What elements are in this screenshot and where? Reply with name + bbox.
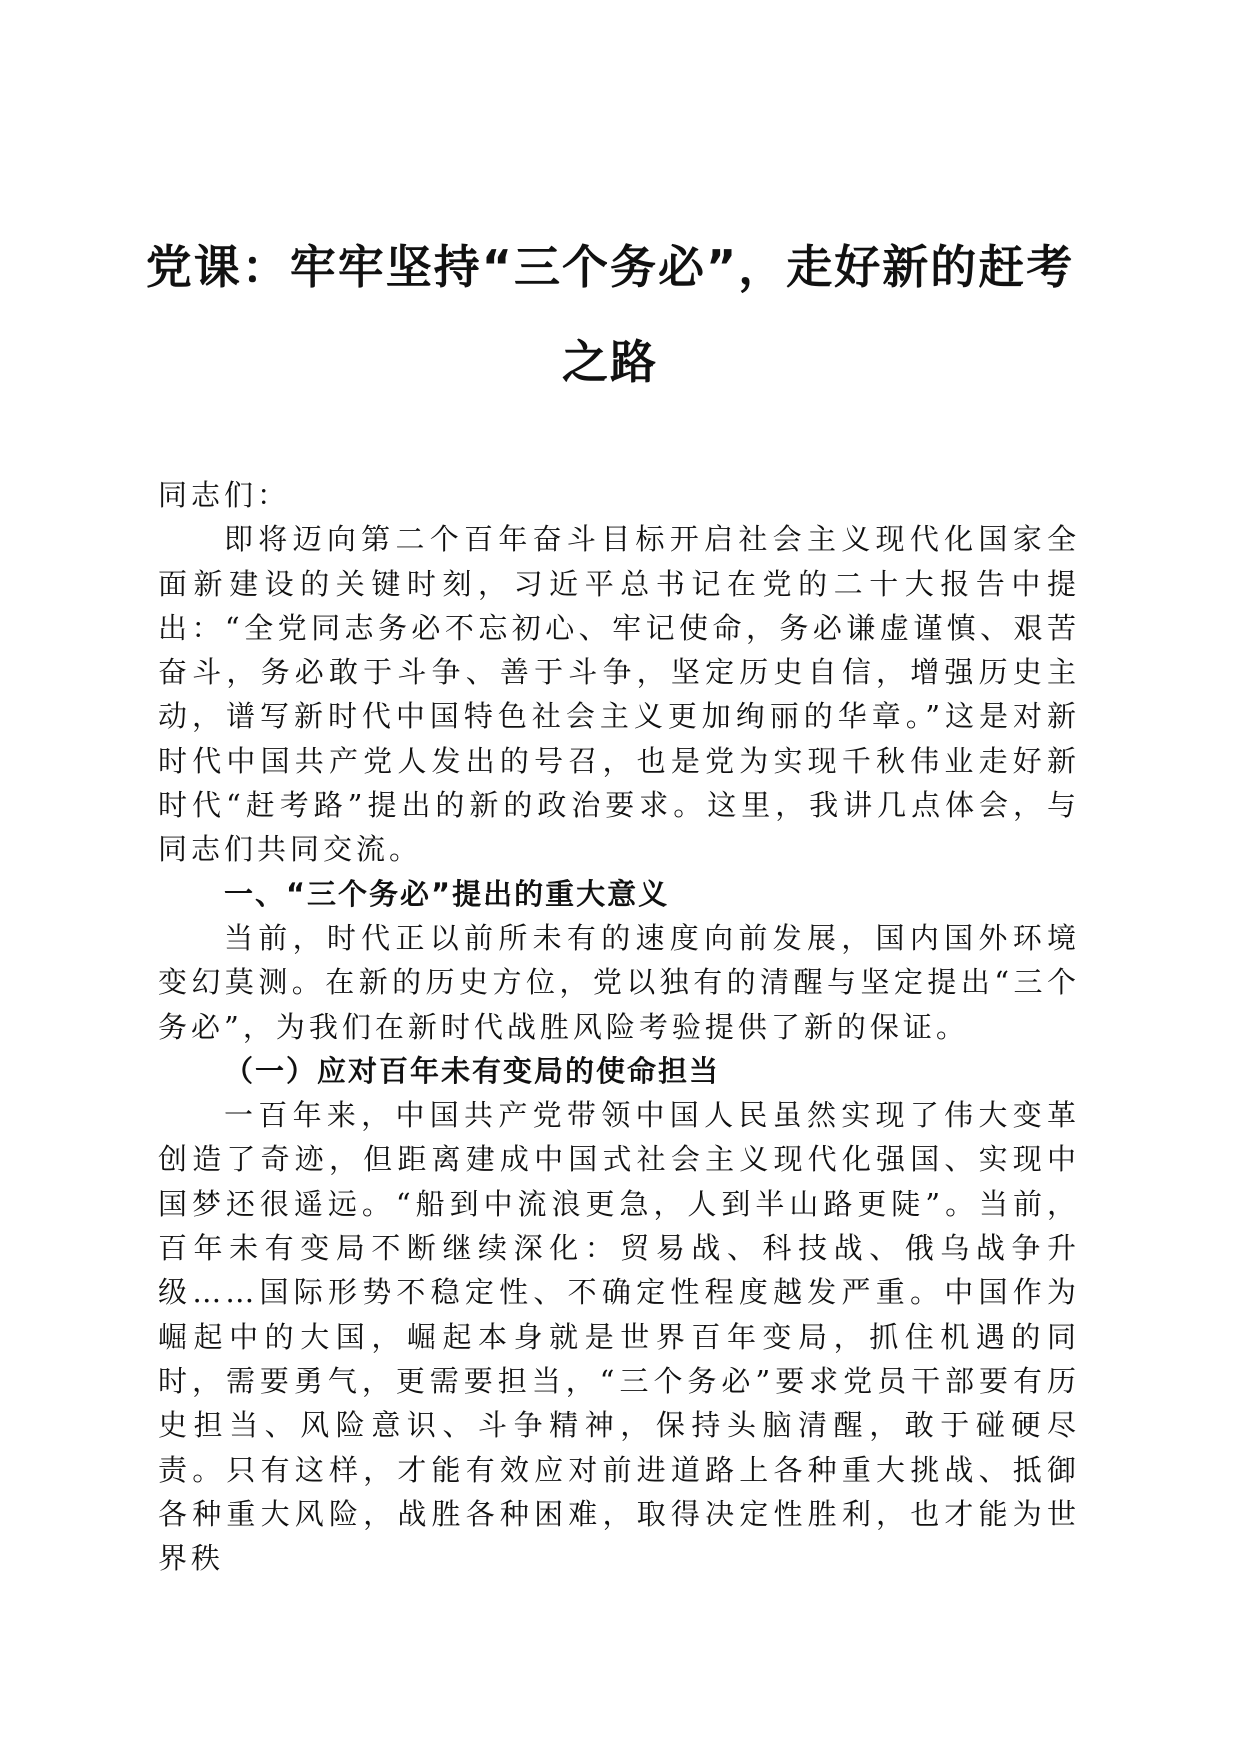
section-1-paragraph: 当前，时代正以前所未有的速度向前发展，国内国外环境变幻莫测。在新的历史方位，党以独有的清醒与坚定提出“三个务必”，为我们在新时代战胜风险考验提供了新的保证。 — [158, 920, 1080, 1044]
section-heading-1: 一、“三个务必”提出的重大意义 — [224, 876, 670, 911]
subsection-heading-1: （一）应对百年未有变局的使命担当 — [224, 1053, 721, 1088]
document-title — [140, 220, 1080, 410]
document-body — [158, 473, 1080, 1580]
title-line-2: 之路 — [562, 335, 658, 389]
subsection-1-paragraph: 一百年来，中国共产党带领中国人民虽然实现了伟大变革创造了奇迹，但距离建成中国式社会主义现代化强国、实现中国梦还很遥远。“船到中流浪更急，人到半山路更陡”。当前，百年未有变局不断继续深化：贸易战、科技战、俄乌战争升级……国际形势不稳定性、不确定性程度越发严重。中国作为崛起中的大国，崛起本身就是世界百年变局，抓住机遇的同时，需要勇气，更需要担当，“三个务必”要求党员干部要有历史担当、风险意识、斗争精神，保持头脑清醒，敢于碰硬尽责。只有这样，才能有效应对前进道路上各种重大挑战、抵御各种重大风险，战胜各种困难，取得决定性胜利，也才能为世界秩 — [158, 1098, 1080, 1576]
title-line-1: 党课：牢牢坚持“三个务必”，走好新的赶考 — [145, 240, 1075, 294]
salutation: 同志们： — [158, 478, 291, 512]
intro-paragraph: 即将迈向第二个百年奋斗目标开启社会主义现代化国家全面新建设的关键时刻，习近平总书记在党的二十大报告中提出：“全党同志务必不忘初心、牢记使命，务必谦虚谨慎、艰苦奋斗，务必敢于斗争、善于斗争，坚定历史自信，增强历史主动，谱写新时代中国特色社会主义更加绚丽的华章。”这是对新时代中国共产党人发出的号召，也是党为实现千秋伟业走好新时代“赶考路”提出的新的政治要求。这里，我讲几点体会，与同志们共同交流。 — [158, 522, 1080, 867]
